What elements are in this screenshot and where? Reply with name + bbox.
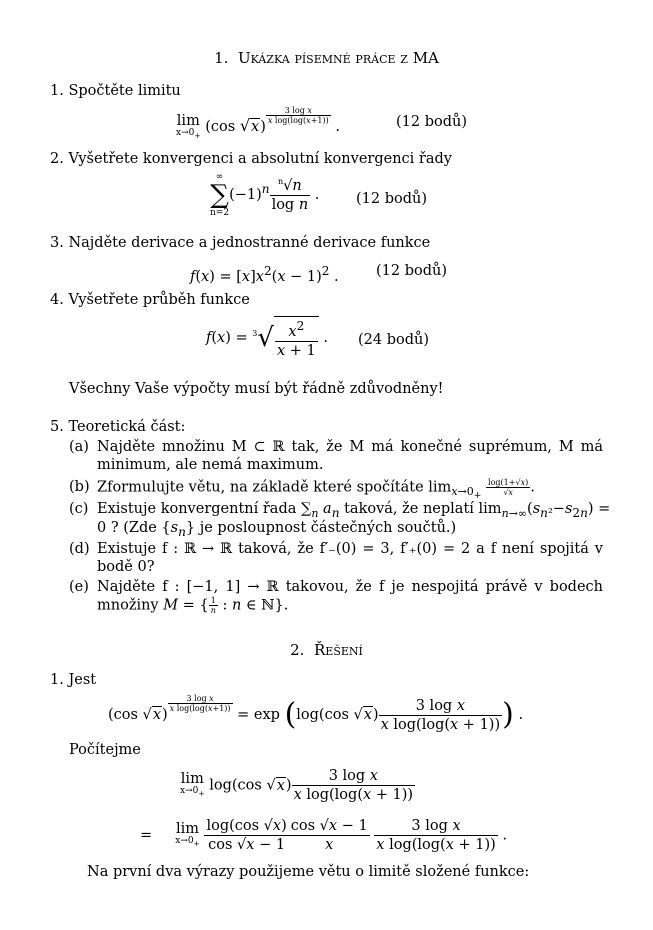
item-b-text: Zformulujte větu, na základě které spočítáte $\lim_{x\to 0_+}$ $\frac{\log(1+√x)}{√x}$ . — [97, 478, 535, 502]
problem-1-points: (12 bodů) — [396, 114, 468, 130]
problem-3-points: (12 bodů) — [376, 263, 448, 279]
problem-5: 5. Teoretická část: — [50, 419, 186, 435]
solution-formula-1: (cos √x) $^{\frac{\text{3 log x}}{\text{x log(log(x+1))}}}$ = exp (log(cos √x) $\frac{\text{3 log x}}{\text{x log(log(x + 1))}}$ ) . — [108, 694, 524, 733]
item-c-text: Existuje konvergentní řada $\sum_n$ $a_n$ taková, že neplatí $\lim_{n\to\infty}(s_{n^2}-s_{2n})$ = — [97, 501, 611, 520]
item-d-text: Existuje f : ℝ → ℝ taková, že f′₋(0) = 3, f′₊(0) = 2 a f není spojitá v bodě 0? — [97, 541, 603, 575]
solution-compute: Počítejme — [69, 742, 141, 758]
item-e-text: Najděte f : [−1, 1] → ℝ takovou, že f je nespojitá právě v bodech množiny M = { $\frac{1}{n}$ : n ∈ ℕ}. — [97, 579, 603, 615]
solution-final: Na první dva výrazy použijeme větu o limitě složené funkce: — [87, 864, 530, 880]
problem-2: 2. Vyšetřete konvergenci a absolutní konvergenci řady — [50, 151, 452, 167]
item-c-label: (c) — [69, 501, 89, 517]
solution-formula-3: = lim $x\to 0_+$ $\frac{\log(\cos √x)}{\cos √x - 1}$ $\frac{\cos √x - 1}{x}$ $\frac{\text{3 log x}}{\text{x log(log(x + 1))}}$ . — [140, 818, 508, 853]
item-a-text: Najděte množinu M ⊂ ℝ tak, že M má konečné suprémum, M má minimum, ale nemá maximum. — [97, 439, 603, 473]
formula-function-3: $f(x) = [x]x^2(x - 1)^2$ . — [190, 264, 339, 285]
item-e-label: (e) — [69, 579, 89, 595]
problem-3: 3. Najděte derivace a jednostranné derivace funkce — [50, 235, 431, 251]
problem-2-points: (12 bodů) — [356, 191, 428, 207]
solution-formula-2: lim $x\to 0_+$ log(cos √x) $\frac{\text{3 log x}}{\text{x log(log(x + 1))}}$ — [180, 768, 414, 803]
formula-function-4: f(x) = $^3$√ $\frac{x^2}{x + 1}$ . — [206, 316, 328, 360]
formula-limit: lim $x\to 0_+$ (cos √x) $^{\frac{\text{3 log x}}{\text{x log(log(x+1))}}}$ . — [176, 106, 340, 140]
problem-4-points: (24 bodů) — [358, 332, 430, 348]
solution-1: 1. Jest — [50, 672, 97, 688]
item-d-label: (d) — [69, 541, 90, 557]
section-heading-2: 2. Řešení — [290, 641, 363, 659]
problem-4: 4. Vyšetřete průběh funkce — [50, 292, 250, 308]
item-c-text-cont: 0 ? (Zde $\{s_n\}$ je posloupnost částečných součtů.) — [97, 520, 457, 539]
item-a-label: (a) — [69, 439, 89, 455]
item-b-label: (b) — [69, 479, 90, 495]
justification-note: Všechny Vaše výpočty musí být řádně zdůvodněny! — [69, 381, 444, 397]
formula-series: ∞ ∑ n=2 $(-1)^n$ $\frac{^n√n}{\text{log n}}$ . — [210, 172, 320, 218]
problem-1: 1. Spočtěte limitu — [50, 83, 181, 99]
section-heading-1: 1. Ukázka písemné práce z MA — [214, 49, 439, 67]
